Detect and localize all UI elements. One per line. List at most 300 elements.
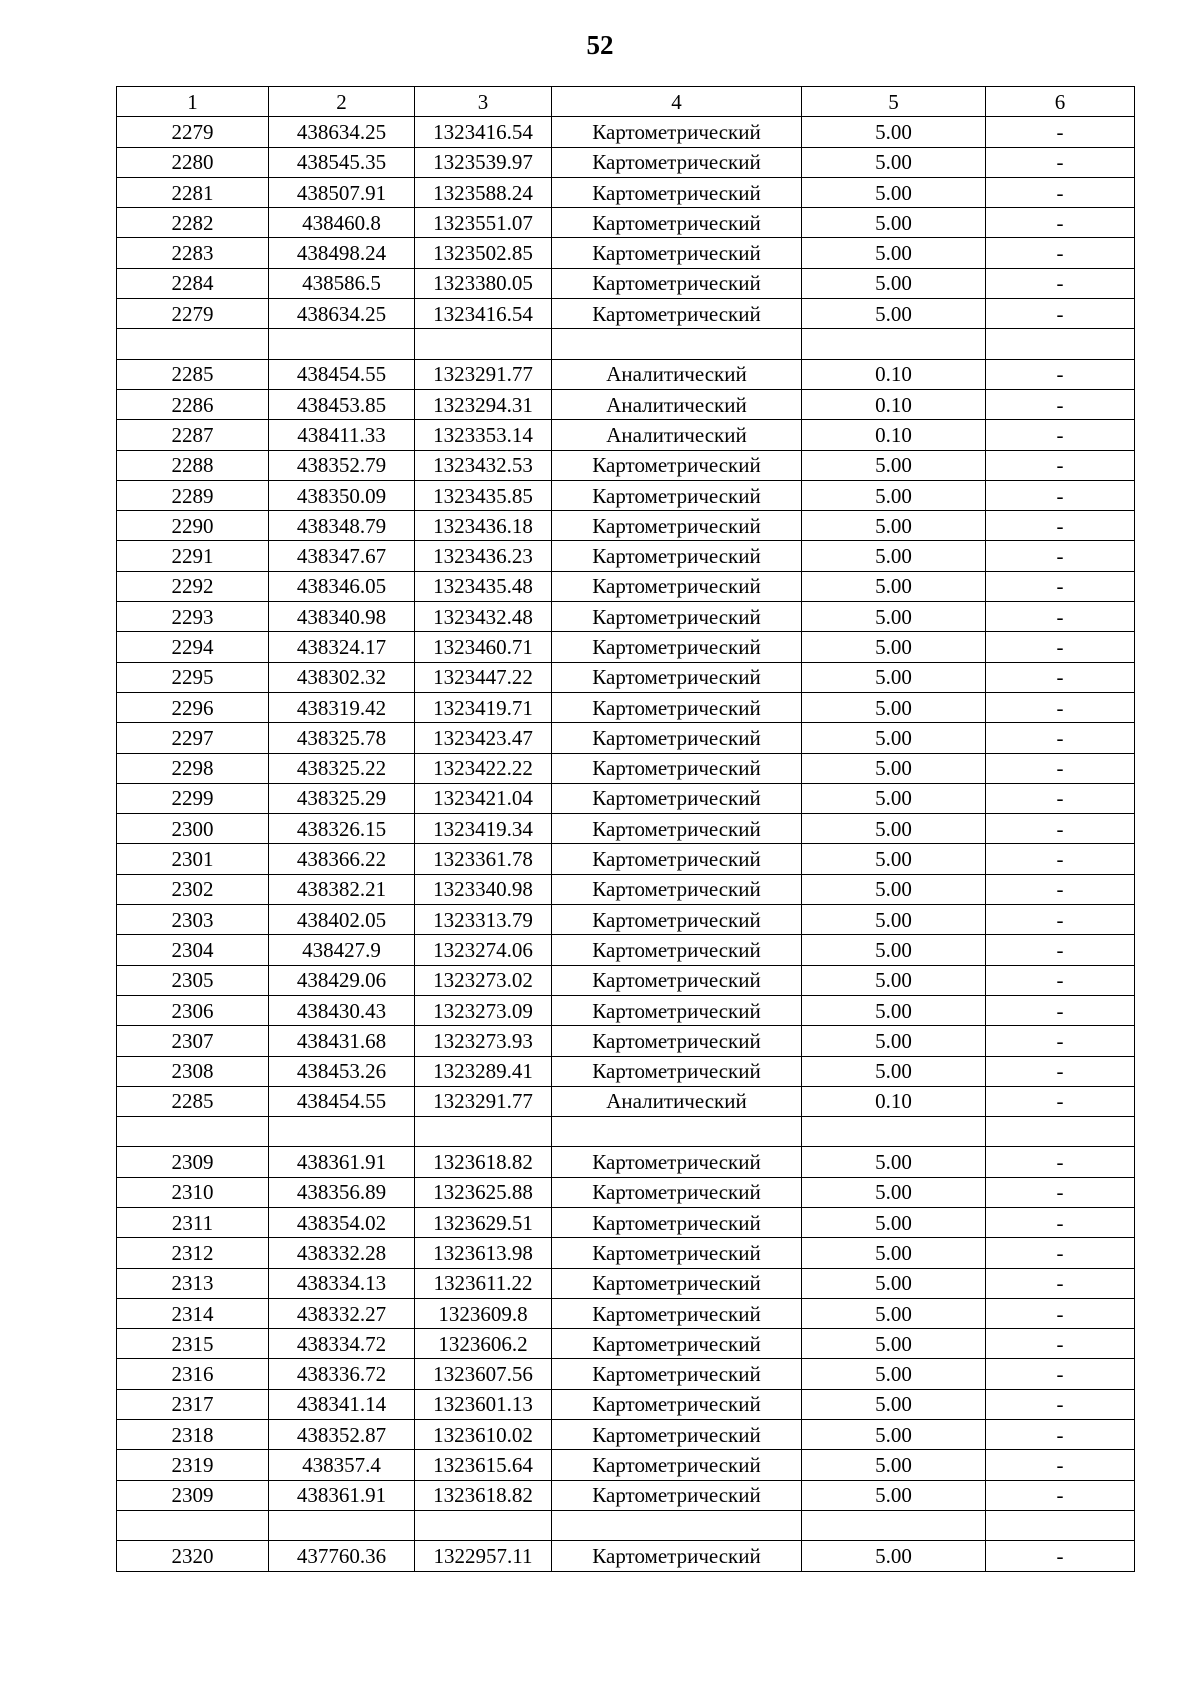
x-coordinate-cell: 438325.29 [269, 783, 415, 813]
note-cell: - [986, 177, 1135, 207]
point-number-cell: 2281 [117, 177, 269, 207]
point-number-cell: 2305 [117, 965, 269, 995]
column-header: 6 [986, 87, 1135, 117]
point-number-cell [117, 329, 269, 359]
table-row [117, 874, 1135, 904]
y-coordinate-cell: 1323274.06 [415, 935, 552, 965]
accuracy-cell: 5.00 [802, 1056, 986, 1086]
method-cell: Картометрический [552, 905, 802, 935]
accuracy-cell: 5.00 [802, 602, 986, 632]
accuracy-cell: 5.00 [802, 1147, 986, 1177]
note-cell: - [986, 450, 1135, 480]
accuracy-cell: 5.00 [802, 299, 986, 329]
method-cell: Картометрический [552, 1420, 802, 1450]
note-cell: - [986, 1450, 1135, 1480]
y-coordinate-cell: 1323601.13 [415, 1389, 552, 1419]
y-coordinate-cell: 1323629.51 [415, 1207, 552, 1237]
accuracy-cell: 5.00 [802, 935, 986, 965]
accuracy-cell: 5.00 [802, 783, 986, 813]
accuracy-cell: 5.00 [802, 1298, 986, 1328]
y-coordinate-cell: 1323609.8 [415, 1298, 552, 1328]
point-number-cell: 2295 [117, 662, 269, 692]
method-cell: Картометрический [552, 511, 802, 541]
method-cell: Картометрический [552, 1026, 802, 1056]
point-number-cell: 2306 [117, 995, 269, 1025]
method-cell: Картометрический [552, 662, 802, 692]
x-coordinate-cell: 438336.72 [269, 1359, 415, 1389]
x-coordinate-cell: 438429.06 [269, 965, 415, 995]
note-cell: - [986, 935, 1135, 965]
x-coordinate-cell: 438319.42 [269, 692, 415, 722]
point-number-cell: 2279 [117, 299, 269, 329]
note-cell: - [986, 995, 1135, 1025]
table-row [117, 1359, 1135, 1389]
note-cell: - [986, 1238, 1135, 1268]
point-number-cell: 2287 [117, 420, 269, 450]
accuracy-cell: 5.00 [802, 1026, 986, 1056]
note-cell: - [986, 632, 1135, 662]
point-number-cell: 2285 [117, 359, 269, 389]
method-cell: Картометрический [552, 480, 802, 510]
table-row [117, 1480, 1135, 1510]
table-row [117, 935, 1135, 965]
column-header: 3 [415, 87, 552, 117]
table-row [117, 844, 1135, 874]
x-coordinate-cell: 438586.5 [269, 268, 415, 298]
method-cell: Картометрический [552, 238, 802, 268]
point-number-cell: 2285 [117, 1086, 269, 1116]
point-number-cell: 2288 [117, 450, 269, 480]
point-number-cell: 2286 [117, 389, 269, 419]
x-coordinate-cell: 438634.25 [269, 117, 415, 147]
table-row [117, 783, 1135, 813]
y-coordinate-cell: 1323436.18 [415, 511, 552, 541]
x-coordinate-cell: 438454.55 [269, 1086, 415, 1116]
x-coordinate-cell: 438340.98 [269, 602, 415, 632]
y-coordinate-cell: 1323380.05 [415, 268, 552, 298]
note-cell [986, 329, 1135, 359]
method-cell: Картометрический [552, 1359, 802, 1389]
table-row [117, 571, 1135, 601]
note-cell: - [986, 844, 1135, 874]
y-coordinate-cell: 1323613.98 [415, 1238, 552, 1268]
point-number-cell: 2303 [117, 905, 269, 935]
accuracy-cell: 5.00 [802, 1389, 986, 1419]
y-coordinate-cell: 1323273.09 [415, 995, 552, 1025]
x-coordinate-cell: 438453.85 [269, 389, 415, 419]
x-coordinate-cell: 438356.89 [269, 1177, 415, 1207]
y-coordinate-cell: 1323313.79 [415, 905, 552, 935]
note-cell: - [986, 905, 1135, 935]
point-number-cell: 2317 [117, 1389, 269, 1419]
y-coordinate-cell: 1323273.02 [415, 965, 552, 995]
table-row [117, 1298, 1135, 1328]
accuracy-cell: 5.00 [802, 511, 986, 541]
note-cell: - [986, 147, 1135, 177]
table-row [117, 1026, 1135, 1056]
y-coordinate-cell: 1323361.78 [415, 844, 552, 874]
table-row [117, 602, 1135, 632]
method-cell [552, 329, 802, 359]
y-coordinate-cell: 1323421.04 [415, 783, 552, 813]
method-cell: Аналитический [552, 420, 802, 450]
method-cell: Картометрический [552, 208, 802, 238]
note-cell: - [986, 117, 1135, 147]
x-coordinate-cell: 438326.15 [269, 814, 415, 844]
y-coordinate-cell: 1323436.23 [415, 541, 552, 571]
accuracy-cell: 5.00 [802, 632, 986, 662]
accuracy-cell: 5.00 [802, 1329, 986, 1359]
y-coordinate-cell: 1323416.54 [415, 117, 552, 147]
method-cell: Картометрический [552, 1268, 802, 1298]
accuracy-cell [802, 329, 986, 359]
y-coordinate-cell: 1323610.02 [415, 1420, 552, 1450]
table-row [117, 450, 1135, 480]
accuracy-cell: 5.00 [802, 995, 986, 1025]
y-coordinate-cell: 1323291.77 [415, 1086, 552, 1116]
column-header: 4 [552, 87, 802, 117]
method-cell: Картометрический [552, 995, 802, 1025]
table-row [117, 480, 1135, 510]
x-coordinate-cell: 438634.25 [269, 299, 415, 329]
x-coordinate-cell: 438431.68 [269, 1026, 415, 1056]
table-row [117, 995, 1135, 1025]
x-coordinate-cell: 438325.78 [269, 723, 415, 753]
x-coordinate-cell: 438325.22 [269, 753, 415, 783]
accuracy-cell: 0.10 [802, 420, 986, 450]
note-cell: - [986, 1177, 1135, 1207]
note-cell [986, 1117, 1135, 1147]
table-row [117, 965, 1135, 995]
x-coordinate-cell: 438334.72 [269, 1329, 415, 1359]
table-row [117, 1147, 1135, 1177]
y-coordinate-cell: 1323432.53 [415, 450, 552, 480]
y-coordinate-cell: 1323435.85 [415, 480, 552, 510]
point-number-cell: 2313 [117, 1268, 269, 1298]
point-number-cell: 2302 [117, 874, 269, 904]
method-cell: Картометрический [552, 147, 802, 177]
table-row [117, 1420, 1135, 1450]
note-cell: - [986, 723, 1135, 753]
point-number-cell: 2319 [117, 1450, 269, 1480]
y-coordinate-cell: 1323618.82 [415, 1480, 552, 1510]
accuracy-cell: 5.00 [802, 723, 986, 753]
x-coordinate-cell: 438427.9 [269, 935, 415, 965]
accuracy-cell: 5.00 [802, 268, 986, 298]
table-row [117, 177, 1135, 207]
accuracy-cell: 0.10 [802, 359, 986, 389]
point-number-cell: 2294 [117, 632, 269, 662]
page-number: 52 [586, 30, 614, 60]
x-coordinate-cell: 438498.24 [269, 238, 415, 268]
point-number-cell: 2279 [117, 117, 269, 147]
point-number-cell: 2283 [117, 238, 269, 268]
table-row [117, 208, 1135, 238]
note-cell: - [986, 1268, 1135, 1298]
method-cell: Картометрический [552, 1329, 802, 1359]
y-coordinate-cell: 1323625.88 [415, 1177, 552, 1207]
table-row [117, 1450, 1135, 1480]
point-number-cell: 2300 [117, 814, 269, 844]
x-coordinate-cell: 438352.87 [269, 1420, 415, 1450]
table-row [117, 632, 1135, 662]
note-cell: - [986, 1056, 1135, 1086]
method-cell [552, 1117, 802, 1147]
table-row [117, 1207, 1135, 1237]
point-number-cell: 2282 [117, 208, 269, 238]
point-number-cell: 2318 [117, 1420, 269, 1450]
x-coordinate-cell: 438332.28 [269, 1238, 415, 1268]
note-cell: - [986, 299, 1135, 329]
point-number-cell [117, 1117, 269, 1147]
method-cell: Картометрический [552, 753, 802, 783]
method-cell: Картометрический [552, 1541, 802, 1571]
y-coordinate-cell: 1323588.24 [415, 177, 552, 207]
method-cell: Картометрический [552, 1207, 802, 1237]
x-coordinate-cell: 438352.79 [269, 450, 415, 480]
note-cell: - [986, 1147, 1135, 1177]
accuracy-cell: 5.00 [802, 1359, 986, 1389]
point-number-cell [117, 1510, 269, 1540]
x-coordinate-cell [269, 1117, 415, 1147]
y-coordinate-cell: 1323273.93 [415, 1026, 552, 1056]
point-number-cell: 2296 [117, 692, 269, 722]
note-cell: - [986, 1420, 1135, 1450]
accuracy-cell: 5.00 [802, 874, 986, 904]
x-coordinate-cell: 438302.32 [269, 662, 415, 692]
point-number-cell: 2280 [117, 147, 269, 177]
accuracy-cell: 5.00 [802, 1541, 986, 1571]
x-coordinate-cell: 438402.05 [269, 905, 415, 935]
x-coordinate-cell: 438334.13 [269, 1268, 415, 1298]
note-cell: - [986, 1026, 1135, 1056]
table-row [117, 1268, 1135, 1298]
accuracy-cell: 5.00 [802, 541, 986, 571]
method-cell: Картометрический [552, 965, 802, 995]
y-coordinate-cell: 1323416.54 [415, 299, 552, 329]
table-body [117, 117, 1135, 1571]
accuracy-cell: 0.10 [802, 389, 986, 419]
point-number-cell: 2312 [117, 1238, 269, 1268]
header-row [117, 87, 1135, 117]
x-coordinate-cell: 438545.35 [269, 147, 415, 177]
note-cell: - [986, 1329, 1135, 1359]
x-coordinate-cell: 438347.67 [269, 541, 415, 571]
note-cell: - [986, 783, 1135, 813]
point-number-cell: 2293 [117, 602, 269, 632]
accuracy-cell: 5.00 [802, 1238, 986, 1268]
accuracy-cell: 5.00 [802, 147, 986, 177]
coordinates-table [116, 86, 1135, 1572]
method-cell: Картометрический [552, 1056, 802, 1086]
method-cell: Картометрический [552, 1177, 802, 1207]
point-number-cell: 2289 [117, 480, 269, 510]
x-coordinate-cell: 438341.14 [269, 1389, 415, 1419]
point-number-cell: 2301 [117, 844, 269, 874]
table-row [117, 1056, 1135, 1086]
table-row [117, 723, 1135, 753]
table-row [117, 420, 1135, 450]
point-number-cell: 2304 [117, 935, 269, 965]
y-coordinate-cell: 1323432.48 [415, 602, 552, 632]
method-cell: Картометрический [552, 1147, 802, 1177]
method-cell: Картометрический [552, 299, 802, 329]
point-number-cell: 2320 [117, 1541, 269, 1571]
method-cell: Картометрический [552, 268, 802, 298]
accuracy-cell: 5.00 [802, 753, 986, 783]
x-coordinate-cell: 438361.91 [269, 1480, 415, 1510]
note-cell: - [986, 753, 1135, 783]
accuracy-cell [802, 1510, 986, 1540]
x-coordinate-cell: 438332.27 [269, 1298, 415, 1328]
accuracy-cell: 5.00 [802, 814, 986, 844]
y-coordinate-cell [415, 1510, 552, 1540]
y-coordinate-cell [415, 1117, 552, 1147]
note-cell: - [986, 662, 1135, 692]
note-cell: - [986, 208, 1135, 238]
y-coordinate-cell: 1323289.41 [415, 1056, 552, 1086]
point-number-cell: 2314 [117, 1298, 269, 1328]
note-cell: - [986, 1359, 1135, 1389]
point-number-cell: 2299 [117, 783, 269, 813]
accuracy-cell: 5.00 [802, 905, 986, 935]
note-cell: - [986, 1389, 1135, 1419]
method-cell: Картометрический [552, 723, 802, 753]
y-coordinate-cell: 1323460.71 [415, 632, 552, 662]
column-header: 1 [117, 87, 269, 117]
note-cell: - [986, 420, 1135, 450]
table-row [117, 541, 1135, 571]
method-cell: Картометрический [552, 844, 802, 874]
x-coordinate-cell: 438507.91 [269, 177, 415, 207]
x-coordinate-cell: 438357.4 [269, 1450, 415, 1480]
point-number-cell: 2298 [117, 753, 269, 783]
method-cell: Аналитический [552, 1086, 802, 1116]
table-row [117, 1329, 1135, 1359]
method-cell: Аналитический [552, 359, 802, 389]
accuracy-cell: 5.00 [802, 117, 986, 147]
note-cell: - [986, 1298, 1135, 1328]
y-coordinate-cell: 1323551.07 [415, 208, 552, 238]
accuracy-cell: 5.00 [802, 1207, 986, 1237]
method-cell: Картометрический [552, 1480, 802, 1510]
table-row [117, 753, 1135, 783]
y-coordinate-cell: 1323607.56 [415, 1359, 552, 1389]
note-cell: - [986, 692, 1135, 722]
y-coordinate-cell: 1323340.98 [415, 874, 552, 904]
x-coordinate-cell: 438460.8 [269, 208, 415, 238]
y-coordinate-cell: 1323615.64 [415, 1450, 552, 1480]
accuracy-cell: 5.00 [802, 571, 986, 601]
table-row [117, 905, 1135, 935]
x-coordinate-cell: 438382.21 [269, 874, 415, 904]
point-number-cell: 2309 [117, 1147, 269, 1177]
note-cell: - [986, 1480, 1135, 1510]
point-number-cell: 2310 [117, 1177, 269, 1207]
y-coordinate-cell: 1323422.22 [415, 753, 552, 783]
accuracy-cell: 5.00 [802, 450, 986, 480]
x-coordinate-cell: 438361.91 [269, 1147, 415, 1177]
table-row [117, 359, 1135, 389]
y-coordinate-cell: 1323353.14 [415, 420, 552, 450]
x-coordinate-cell: 438453.26 [269, 1056, 415, 1086]
note-cell: - [986, 571, 1135, 601]
table-row [117, 692, 1135, 722]
method-cell: Картометрический [552, 1238, 802, 1268]
table-row [117, 511, 1135, 541]
method-cell: Картометрический [552, 602, 802, 632]
point-number-cell: 2292 [117, 571, 269, 601]
accuracy-cell [802, 1117, 986, 1147]
note-cell: - [986, 389, 1135, 419]
x-coordinate-cell: 438430.43 [269, 995, 415, 1025]
table-row [117, 1086, 1135, 1116]
y-coordinate-cell: 1323423.47 [415, 723, 552, 753]
note-cell: - [986, 541, 1135, 571]
y-coordinate-cell: 1323502.85 [415, 238, 552, 268]
table-row [117, 1238, 1135, 1268]
y-coordinate-cell: 1323291.77 [415, 359, 552, 389]
x-coordinate-cell: 438411.33 [269, 420, 415, 450]
accuracy-cell: 5.00 [802, 177, 986, 207]
note-cell: - [986, 814, 1135, 844]
accuracy-cell: 5.00 [802, 1480, 986, 1510]
table-row [117, 147, 1135, 177]
point-number-cell: 2284 [117, 268, 269, 298]
method-cell: Аналитический [552, 389, 802, 419]
x-coordinate-cell: 438366.22 [269, 844, 415, 874]
note-cell: - [986, 359, 1135, 389]
y-coordinate-cell: 1323539.97 [415, 147, 552, 177]
column-header: 5 [802, 87, 986, 117]
table-row [117, 329, 1135, 359]
table-row [117, 238, 1135, 268]
column-header: 2 [269, 87, 415, 117]
point-number-cell: 2307 [117, 1026, 269, 1056]
note-cell: - [986, 1207, 1135, 1237]
table-header [117, 87, 1135, 117]
accuracy-cell: 5.00 [802, 208, 986, 238]
method-cell: Картометрический [552, 571, 802, 601]
x-coordinate-cell: 438346.05 [269, 571, 415, 601]
method-cell [552, 1510, 802, 1540]
y-coordinate-cell: 1323419.34 [415, 814, 552, 844]
y-coordinate-cell: 1323435.48 [415, 571, 552, 601]
table-row [117, 1541, 1135, 1571]
table-row [117, 662, 1135, 692]
table-row [117, 268, 1135, 298]
method-cell: Картометрический [552, 935, 802, 965]
y-coordinate-cell: 1323419.71 [415, 692, 552, 722]
method-cell: Картометрический [552, 541, 802, 571]
accuracy-cell: 5.00 [802, 1177, 986, 1207]
point-number-cell: 2291 [117, 541, 269, 571]
accuracy-cell: 5.00 [802, 238, 986, 268]
method-cell: Картометрический [552, 1450, 802, 1480]
x-coordinate-cell [269, 1510, 415, 1540]
y-coordinate-cell: 1323611.22 [415, 1268, 552, 1298]
method-cell: Картометрический [552, 783, 802, 813]
y-coordinate-cell: 1323606.2 [415, 1329, 552, 1359]
point-number-cell: 2311 [117, 1207, 269, 1237]
accuracy-cell: 5.00 [802, 662, 986, 692]
note-cell: - [986, 965, 1135, 995]
x-coordinate-cell: 438454.55 [269, 359, 415, 389]
table-row [117, 1389, 1135, 1419]
point-number-cell: 2297 [117, 723, 269, 753]
point-number-cell: 2316 [117, 1359, 269, 1389]
method-cell: Картометрический [552, 692, 802, 722]
